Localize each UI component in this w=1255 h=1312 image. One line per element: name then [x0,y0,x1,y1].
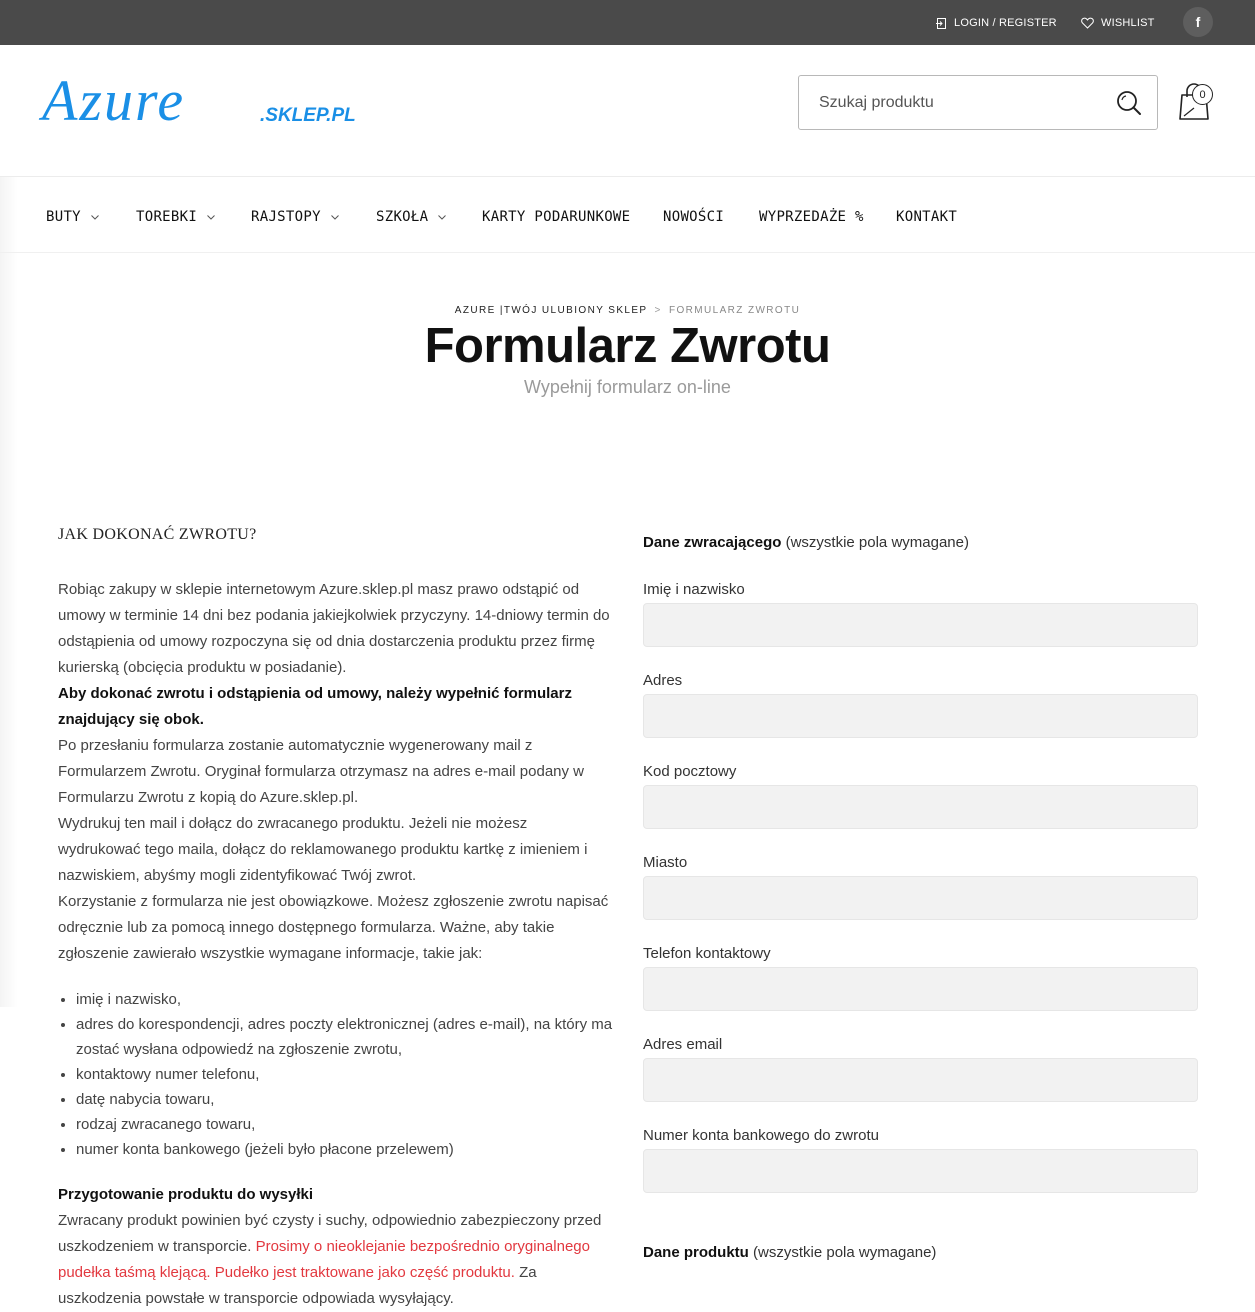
left-edge-shadow [0,177,18,1007]
search-box [798,75,1158,130]
packaging-warning-text: Prosimy o nieoklejanie bezpośrednio oryginalnego pudełka taśmą klejącą. Pudełko jest traktowane jako część produktu. [58,1238,590,1281]
top-bar [0,0,1255,45]
facebook-icon[interactable]: f [1183,7,1213,37]
packaging-text-end: Za uszkodzenia powstałe w transporcie odpowiada wysyłający. [58,1264,537,1307]
nav-item-label: WYPRZEDAŻE % [759,209,864,225]
search-input[interactable] [819,90,1109,116]
section-title-note: (wszystkie pola wymagane) [748,1244,937,1261]
product-section-title [643,1244,1198,1268]
return-instructions [58,525,613,1312]
instructions-paragraph: Wydrukuj ten mail i dołącz do zwracanego produktu. Jeżeli nie możesz wydrukować tego maila, dołącz do reklamowanego produktu kartkę z imieniem i nazwiskiem, abyśmy mogli zidentyfikować Twój zwrot. [58,815,588,884]
return-form [643,534,1198,1261]
heart-icon [1081,17,1094,29]
section-title-note: (wszystkie pola wymagane) [781,534,969,551]
postal-code-field[interactable] [643,785,1198,829]
list-item: • numer konta bankowego (jeżeli było płacone przelewem) [76,1137,613,1162]
address-field[interactable] [643,694,1198,738]
bank-account-field[interactable] [643,1149,1198,1193]
breadcrumb-separator: > [654,305,662,316]
full-name-field[interactable] [643,603,1198,647]
chevron-down-icon [91,215,99,220]
nav-item-label: SZKOŁA [376,209,429,225]
chevron-down-icon [438,215,446,220]
logo[interactable] [42,68,382,132]
phone-label: Telefon kontaktowy [643,945,771,962]
nav-item-karty-podarunkowe[interactable] [482,209,630,225]
list-item: • datę nabycia towaru, [76,1087,613,1112]
instructions-paragraph: Korzystanie z formularza nie jest obowiązkowe. Możesz zgłoszenie zwrotu napisać odręcznie lub za pomocą innego dostępnego formularza. Ważne, aby takie zgłoszenie zawierało wszystkie wymagane informacje, takie jak: [58,893,609,962]
email-label: Adres email [643,1036,723,1053]
wishlist-label: WISHLIST [1101,17,1155,29]
packaging-text: Zwracany produkt powinien być czysty i suchy, odpowiednio zabezpieczony przed uszkodzeniem w transporcie. [58,1212,602,1255]
login-icon [936,18,947,29]
nav-item-label: KONTAKT [896,209,958,225]
returner-section-title [643,534,1198,558]
instructions-heading: JAK DOKONAĆ ZWROTU? [58,526,257,543]
email-field[interactable] [643,1058,1198,1102]
phone-field[interactable] [643,967,1198,1011]
main-nav [0,177,1255,253]
section-title-bold: Dane produktu [643,1244,749,1261]
nav-item-szkola[interactable] [376,209,446,225]
breadcrumb-home-link[interactable]: AZURE |TWÓJ ULUBIONY SKLEP [454,305,648,316]
section-title-bold: Dane zwracającego [643,534,782,551]
nav-item-nowosci[interactable] [663,209,724,225]
breadcrumb [0,305,1255,316]
list-item: • imię i nazwisko, [76,987,613,1012]
nav-item-label: BUTY [46,209,81,225]
login-register-label: LOGIN / REGISTER [954,17,1057,29]
nav-divider [0,252,1255,253]
nav-item-torebki[interactable] [136,209,215,225]
address-label: Adres [643,672,683,689]
cart-count-badge: 0 [1192,84,1213,105]
city-label: Miasto [643,854,688,871]
nav-item-label: KARTY PODARUNKOWE [482,209,631,225]
nav-item-kontakt[interactable] [896,209,957,225]
logo-text: Azure [42,68,186,133]
instructions-paragraph: Po przesłaniu formularza zostanie automatycznie wygenerowany mail z Formularzem Zwrotu. Oryginał formularza otrzymasz na adres e-mail podany w Formularzu Zwrotu z kopią do Azure.sklep.pl. [58,737,585,806]
search-icon[interactable] [1115,89,1143,117]
login-register-link[interactable] [936,14,1057,32]
bank-account-label: Numer konta bankowego do zwrotu [643,1127,879,1144]
instructions-paragraph: Robiąc zakupy w sklepie internetowym Azure.sklep.pl masz prawo odstąpić od umowy w terminie 14 dni bez podania jakiejkolwiek przyczyny. 14-dniowy termin do odstąpienia od umowy rozpoczyna się od dnia dostarczenia produktu przez firmę kurierską (obcięcia produktu w posiadanie). [58,581,610,676]
nav-item-buty[interactable] [46,209,99,225]
list-item: • kontaktowy numer telefonu, [76,1062,613,1087]
nav-item-label: TOREBKI [136,209,198,225]
breadcrumb-current: FORMULARZ ZWROTU [668,305,801,316]
bold-text: Aby dokonać zwrotu i odstąpienia od umowy, należy wypełnić formularz znajdujący się obok. [58,685,572,728]
instructions-paragraph-bold [58,681,613,733]
city-field[interactable] [643,876,1198,920]
nav-item-rajstopy[interactable] [251,209,339,225]
logo-suffix: .SKLEP.PL [260,105,356,126]
full-name-label: Imię i nazwisko [643,581,745,598]
list-item: • adres do korespondencji, adres poczty elektronicznej (adres e-mail), na który ma zostać wysłana odpowiedź na zgłoszenie zwrotu, [76,1012,613,1062]
packaging-heading: Przygotowanie produktu do wysyłki [58,1186,314,1203]
chevron-down-icon [331,215,339,220]
nav-item-label: RAJSTOPY [251,209,321,225]
nav-item-wyprzedaze[interactable] [759,209,864,225]
wishlist-link[interactable] [1081,14,1155,32]
required-info-list [76,987,613,1162]
page-subtitle: Wypełnij formularz on-line [524,377,731,397]
page-title: Formularz Zwrotu [424,319,831,373]
postal-code-label: Kod pocztowy [643,763,737,780]
packaging-paragraph [58,1208,613,1312]
list-item: • rodzaj zwracanego towaru, [76,1112,613,1137]
chevron-down-icon [207,215,215,220]
nav-item-label: NOWOŚCI [663,209,725,225]
